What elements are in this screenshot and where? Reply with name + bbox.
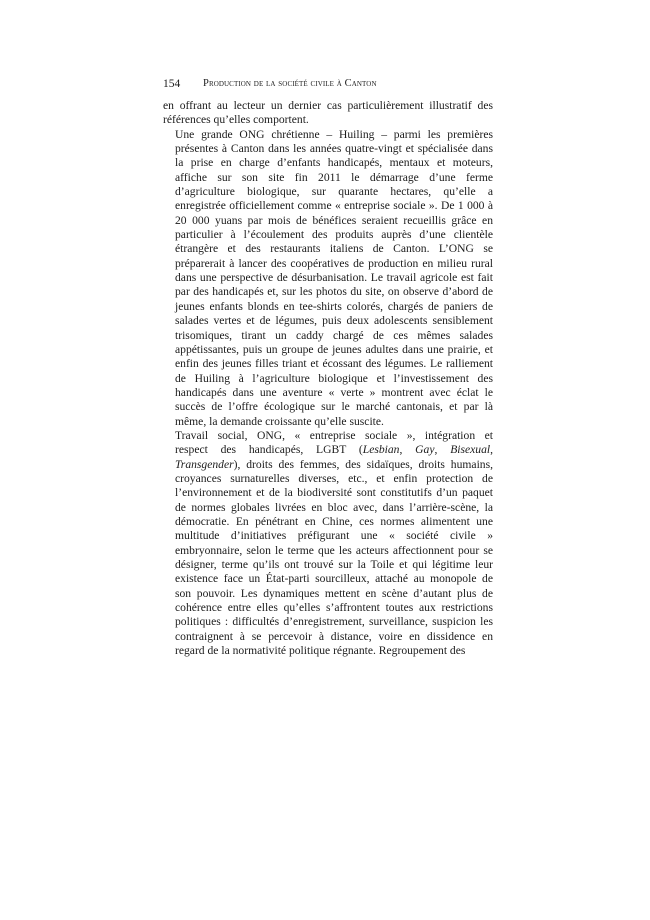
text-line: embryonnaire, selon le terme que les acteurs affectionnent pour se	[175, 543, 493, 557]
text-line: désigner, terme qu’ils ont trouvé sur la Toile et qui légitime leur	[175, 558, 493, 571]
text-line: respect des handicapés, LGBT (Lesbian, Gay, Bisexual,	[175, 443, 494, 457]
page-number: 154	[163, 78, 181, 90]
text-line: trisomiques, tirant un caddy chargé de ces mêmes salades	[175, 328, 493, 342]
paragraph	[163, 128, 493, 429]
text-line: enregistrée officiellement comme « entreprise sociale ». De 1 000 à	[175, 199, 493, 213]
text-line: politiques : difficultés d’enregistrement, surveillance, suspicion les	[175, 615, 493, 629]
text-line: de Huiling à l’agriculture biologique et l’investissement des	[175, 371, 493, 385]
text-line: d’agriculture biologique, sur quarante hectares, qu’elle a	[175, 185, 493, 199]
text-line: 20 000 yuans par mois de bénéfices seraient recueillis grâce en	[175, 213, 493, 227]
text-line: l’environnement et de la biodiversité sont constitutifs d’un paquet	[175, 486, 493, 500]
text-line: succès de l’offre écologique sur le marché cantonais, et par là	[175, 400, 493, 414]
text-line: affiche sur son site fin 2011 le démarrage d’une ferme	[175, 170, 493, 184]
text-line: jeunes enfants blonds en tee-shirts colorés, chargés de paniers de	[175, 299, 493, 313]
running-header	[163, 76, 493, 92]
text-line: Une grande ONG chrétienne – Huiling – parmi les premières	[175, 127, 493, 141]
paragraph	[163, 99, 493, 128]
text-line: salades vertes et de légumes, puis deux adolescents sensiblement	[175, 314, 493, 328]
paragraph	[163, 429, 493, 659]
text-line: existence face un État-parti sourcilleux, attaché au monopole de	[175, 572, 493, 586]
text-line: Transgender), droits des femmes, des sidaïques, droits humains,	[175, 457, 493, 471]
text-line: préparerait à lancer des coopératives de production en milieu rural	[175, 256, 493, 270]
text-line: étrangère et des restaurants italiens de Canton. L’ONG se	[175, 242, 493, 256]
running-title: Production de la société civile à Canton	[203, 78, 377, 89]
text-line: présentes à Canton dans les années quatre-vingt et spécialisée dans	[175, 142, 493, 156]
text-line: dans une perspective de désurbanisation. Le travail agricole est fait	[175, 271, 493, 285]
text-line: Travail social, ONG, « entreprise sociale », intégration et	[175, 428, 493, 442]
text-line: démocratie. En pénétrant en Chine, ces normes alimentent une	[175, 514, 493, 528]
text-line: références qu’elles comportent.	[163, 113, 309, 127]
body-text	[163, 99, 493, 658]
text-line: appétissantes, puis un groupe de jeunes adultes dans une prairie, et	[175, 342, 493, 356]
text-line: regard de la normativité politique régnante. Regroupement des	[175, 644, 466, 658]
text-line: son pouvoir. Les dynamiques mettent en scène d’autant plus de	[175, 586, 493, 600]
text-line: croyances surnaturelles diverses, etc., et enfin protection de	[175, 471, 493, 485]
text-line: particulier à l’écoulement des produits auprès d’une clientèle	[175, 228, 493, 242]
text-line: en offrant au lecteur un dernier cas particulièrement illustratif des	[163, 99, 493, 112]
text-line: même, la demande croissante qu’elle suscite.	[175, 414, 384, 428]
text-line: la prise en charge d’enfants handicapés, mentaux et moteurs,	[175, 156, 493, 170]
text-line: par des handicapés et, sur les photos du site, on observe d’abord de	[175, 285, 493, 299]
text-line: de normes globales livrées en bloc avec, dans l’arrière-scène, la	[175, 500, 493, 514]
text-line: contraignent à se percevoir à distance, voire en dissidence en	[175, 629, 493, 643]
text-line: multitude d’initiatives préfigurant une « société civile »	[175, 529, 493, 543]
text-line: cohérence entre elles qu’elles s’affrontent toutes aux restrictions	[175, 601, 493, 615]
text-line: handicapés dans une aventure « verte » montrent avec éclat le	[175, 385, 493, 399]
text-line: enfin des jeunes filles triant et écossant des légumes. Le ralliement	[175, 357, 493, 371]
